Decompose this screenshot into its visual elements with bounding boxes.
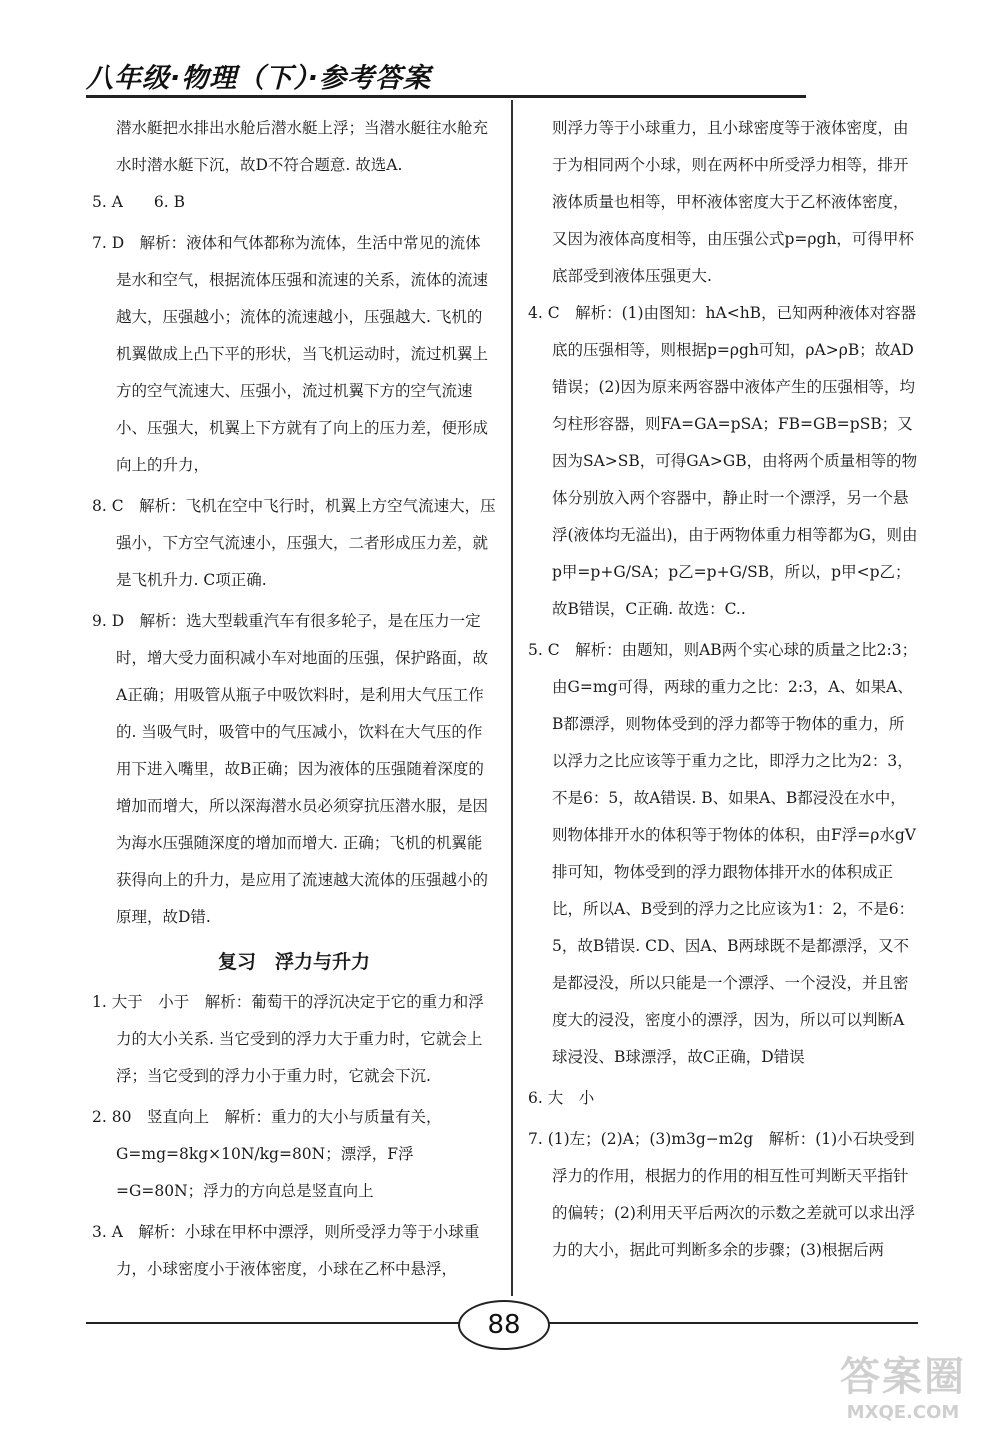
review-answer-1: 1. 大于 小于 解析：葡萄干的浮沉决定于它的重力和浮力的大小关系. 当它受到的浮力大于重力时，它就会上浮；当它受到的浮力小于重力时，它就会下沉. (92, 993, 484, 1085)
right-column (528, 110, 918, 1273)
page-header-title: 八年级·物理（下）·参考答案 (86, 63, 432, 94)
review-answer-6: 6. 大 小 (528, 1089, 595, 1107)
answer-8: 8. C 解析：飞机在空中飞行时，机翼上方空气流速大，压强小，下方空气流速小，压强大，二者形成压力差，就是飞机升力. C项正确. (92, 497, 496, 589)
answer-7: 7. D 解析：液体和气体都称为流体，生活中常见的流体是水和空气，根据流体压强和流速的关系，流体的流速越大，压强越小；流体的流速越小，压强越大. 飞机的机翼做成上凸下平的形状，当飞机运动时，流过机翼上方的空气流速大、压强小，流过机翼下方的空气流速小、压强大，机翼上下方就有了向上的压力差，便形成向上的升力， (92, 234, 489, 474)
footer-rule-left (86, 1322, 466, 1324)
watermark-logo (818, 1352, 988, 1438)
watermark-text: 答案圈 (840, 1354, 966, 1400)
review-answer-4: 4. C 解析：(1)由图知：hA<hB，已知两种液体对容器底的压强相等，则根据p=ρgh可知，ρA>ρB；故AD错误；(2)因为原来两容器中液体产生的压强相等，均匀柱形容器，则FA=GA=pSA；FB=GB=pSB；又因为SA>SB，可得GA>GB，由将两个质量相等的物体分别放入两个容器中，静止时一个漂浮，另一个悬浮(液体均无溢出)，由于两物体重力相等都为G，则由p甲=p+G/SA；p乙=p+G/SB，所以，p甲<p乙；故B错误，C正确. 故选：C.. (528, 304, 918, 618)
review-answer-3: 3. A 解析：小球在甲杯中漂浮，则所受浮力等于小球重力，小球密度小于液体密度，小球在乙杯中悬浮， (92, 1223, 480, 1278)
answer-9: 9. D 解析：选大型载重汽车有很多轮子，是在压力一定时，增大受力面积减小车对地面的压强，保护路面，故A正确；用吸管从瓶子中吸饮料时，是利用大气压工作的. 当吸气时，吸管中的气压减小，饮料在大气压的作用下进入嘴里，故B正确；因为液体的压强随着深度的增加而增大，所以深海潜水员必须穿抗压潜水服，是因为海水压强随深度的增加而增大. 正确；飞机的机翼能获得向上的升力，是应用了流速越大流体的压强越小的原理，故D错. (92, 612, 489, 926)
review-answer-5: 5. C 解析：由题知，则AB两个实心球的质量之比2:3；由G=mg可得，两球的重力之比：2:3，A、如果A、B都漂浮，则物体受到的浮力都等于物体的重力，所以浮力之比应该等于重力之比，即浮力之比为2：3，不是6：5，故A错误. B、如果A、B都浸没在水中，则物体排开水的体积等于物体的体积，由F浮=ρ水gV排可知，物体受到的浮力跟物体排开水的体积成正比，所以A、B受到的浮力之比应该为1：2，不是6：5，故B错误. CD、因A、B两球既不是都漂浮，又不是都浸没，所以只能是一个漂浮、一个浸没，并且密度大的浸没，密度小的漂浮，因为，所以可以判断A球浸没、B球漂浮，故C正确，D错误 (528, 641, 918, 1066)
review-answer-3-continuation: 则浮力等于小球重力，且小球密度等于液体密度，由于为相同两个小球，则在两杯中所受浮力相等，排开液体质量也相等，甲杯液体密度大于乙杯液体密度，又因为液体高度相等，由压强公式p=ρgh，可得甲杯底部受到液体压强更大. (552, 119, 914, 285)
footer-rule-right (548, 1322, 918, 1324)
column-divider (511, 100, 513, 1296)
review-answer-2: 2. 80 竖直向上 解析：重力的大小与质量有关，G=mg=8kg×10N/kg=80N；漂浮，F浮=G=80N；浮力的方向总是竖直向上 (92, 1108, 442, 1200)
page-number: 88 (458, 1300, 550, 1350)
answer-5-6: 5. A 6. B (92, 193, 186, 211)
answer-continuation: 潜水艇把水排出水舱后潜水艇上浮；当潜水艇往水舱充水时潜水艇下沉，故D不符合题意. 故选A. (116, 119, 489, 174)
review-answer-7: 7. (1)左；(2)A；(3)m3g−m2g 解析：(1)小石块受到浮力的作用，根据力的作用的相互性可判断天平指针的偏转；(2)利用天平后两次的示数之差就可以求出浮力的大小，据此可判断多余的步骤；(3)根据后两 (528, 1130, 915, 1259)
left-column (92, 110, 496, 1292)
section-title: 复习 浮力与升力 (217, 951, 370, 973)
header-rule (86, 95, 806, 98)
watermark-url: MXQE.COM (846, 1402, 960, 1423)
